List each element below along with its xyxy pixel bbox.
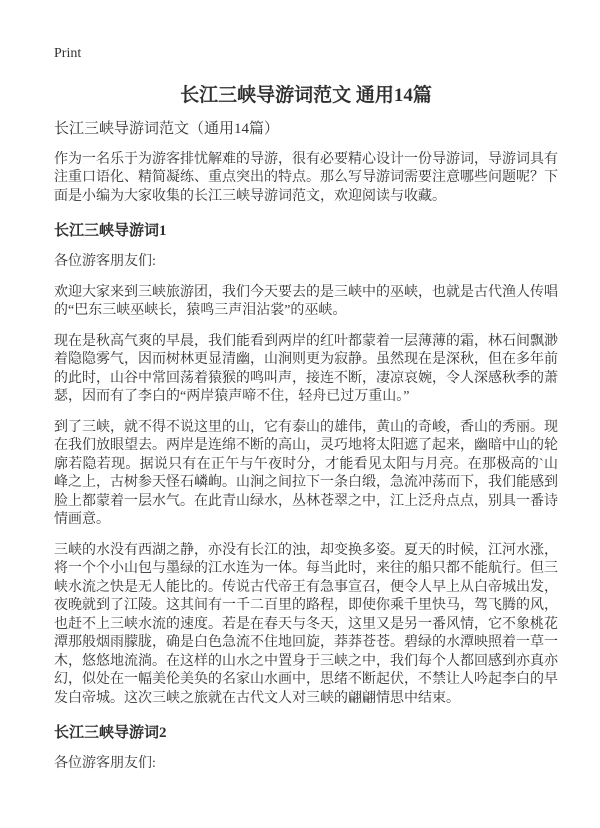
- section-1-paragraph-4: 三峡的水没有西湖之静，亦没有长江的浊，却变换多姿。夏天的时候，江河水涨，将一个个小山包与墨绿的江水连为一体。每当此时，来往的船只都不能航行。但三峡水流之快是无人能比的。传说古代帝王有急事宣召，便令人早上从白帝城出发，夜晚就到了江陵。这其间有一千二百里的路程，即使你乘千里快马，驾飞腾的风，也赶不上三峡水流的速度。若是在春天与冬天，这里又是另一番风情，它不象桃花潭那般烟雨朦胧，确是白色急流不住地回旋，莽莽苍苍。碧绿的水潭映照着一草一木，悠悠地流淌。在这样的山水之中置身于三峡之中，我们每个人都回感到亦真亦幻，似处在一幅美伦美奂的名家山水画中，思绪不断起伏，不禁让人吟起李白的早发白帝城。这次三峡之旅就在古代文人对三峡的翩翩情思中结束。: [54, 542, 558, 706]
- section-1-paragraph-3: 到了三峡，就不得不说这里的山，它有泰山的雄伟，黄山的奇峻，香山的秀丽。现在我们放眼望去。两岸是连绵不断的高山，灵巧地将太阳遮了起来，幽暗中山的轮廓若隐若现。据说只有在正午与午夜时分，才能看见太阳与月亮。在那极高的`山峰之上，古树参天怪石嶙峋。山涧之间拉下一条白缎，急流冲荡而下，我们能感到脸上都蒙着一层水气。在此青山绿水，丛林苍翠之中，江上泛舟点点，别具一番诗情画意。: [54, 419, 558, 527]
- section-2-heading: 长江三峡导游词2: [54, 725, 167, 741]
- section-2-greeting: 各位游客朋友们:: [54, 756, 156, 771]
- section-1-greeting: 各位游客朋友们:: [54, 254, 156, 269]
- section-1-heading: 长江三峡导游词1: [54, 223, 167, 239]
- intro-paragraph: 作为一名乐于为游客排忧解难的导游，很有必要精心设计一份导游词，导游词具有注重口语化、精简凝练、重点突出的特点。那么写导游词需要注意哪些问题呢？下面是小编为大家收集的长江三峡导游词范文，欢迎阅读与收藏。: [54, 151, 558, 204]
- print-button[interactable]: Print: [54, 46, 82, 61]
- section-1-paragraph-2: 现在是秋高气爽的早晨，我们能看到两岸的红叶都蒙着一层薄薄的霜，林石间飘渺着隐隐雾气，因而树林更显清幽，山涧则更为寂静。虽然现在是深秋，但在多年前的此时，山谷中常回荡着猿猴的鸣叫声，接连不断，凄凉哀婉，令人深感秋季的萧瑟，因而有了李白的“两岸猿声啼不住，轻舟已过万重山。”: [54, 333, 558, 404]
- article-subtitle: 长江三峡导游词范文（通用14篇）: [54, 121, 280, 137]
- section-1-paragraph-1: 欢迎大家来到三峡旅游团，我们今天要去的是三峡中的巫峡，也就是古代渔人传唱的“巴东三峡巫峡长，猿鸣三声泪沾裳”的巫峡。: [54, 284, 558, 318]
- page-title: 长江三峡导游词范文 通用14篇: [180, 85, 432, 106]
